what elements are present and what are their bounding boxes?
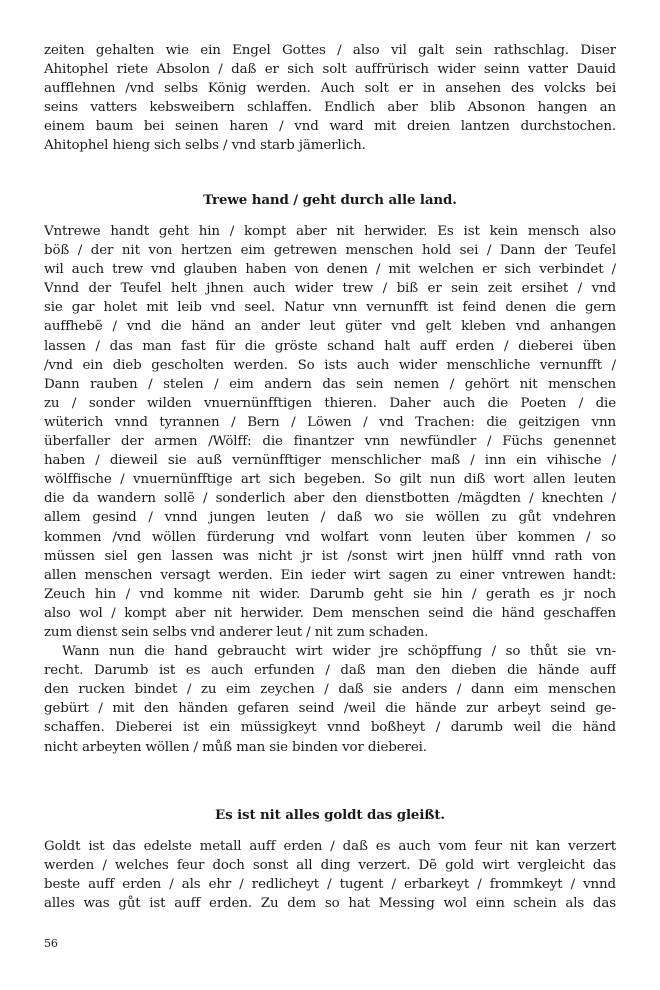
text-line: kommen /vnd wöllen fürderung vnd wolfart vonn leuten über kommen / so	[44, 529, 616, 545]
text-line: den rucken bindet / zu eim zeychen / daß sie anders / dann eim menschen	[44, 682, 616, 698]
text-line: zum dienst sein selbs vnd anderer leut / nit zum schaden.	[44, 624, 429, 640]
text-line: gebürt / mit den händen gefaren seind /weil die hände zur arbeyt seind ge-	[44, 701, 616, 717]
text-line: überfaller der armen /Wölff: die finantzer vnn newfündler / Füchs genennet	[44, 434, 616, 450]
text-line: auffhebẽ / vnd die händ an ander leut güter vnd gelt kleben vnd anhangen	[44, 319, 616, 335]
text-line: /vnd ein dieb gescholten werden. So ists auch wider menschliche vernunfft /	[44, 357, 616, 373]
text-line: Vnnd der Teufel helt jhnen auch wider trew / biß er sein zeit ersihet / vnd	[44, 281, 616, 297]
text-line: Ahitophel hieng sich selbs / vnd starb jämerlich.	[44, 138, 366, 154]
text-line: wil auch trew vnd glauben haben von denen / mit welchen er sich verbindet /	[44, 262, 616, 278]
text-line: werden / welches feur doch sonst all ding verzert. Dẽ gold wirt vergleicht das	[44, 858, 616, 874]
text-line: haben / dieweil sie auß vernünfftiger menschlicher maß / inn ein vihische /	[44, 453, 616, 469]
text-line: schaffen. Dieberei ist ein müssigkeyt vnnd boßheyt / darumb weil die händ	[44, 720, 616, 736]
text-line: Ahitophel riete Absolon / daß er sich solt auffrürisch wider seinn vatter Dauid	[44, 62, 616, 78]
text-line: zeiten gehalten wie ein Engel Gottes / also vil galt sein rathschlag. Diser	[44, 43, 616, 58]
text-line: Goldt ist das edelste metall auff erden / daß es auch vom feur nit kan verzert	[44, 839, 616, 854]
text-line: lassen / das man fast für die gröste schand halt auff erden / dieberei üben	[44, 338, 616, 354]
text-line: Vntrewe handt geht hin / kompt aber nit herwider. Es ist kein mensch also	[44, 224, 616, 239]
text-line: einem baum bei seinen haren / vnd ward mit dreien lantzen durchstochen.	[44, 119, 616, 135]
text-line: wölffische / vnuernünfftige art sich begeben. So gilt nun diß wort allen leuten	[44, 472, 616, 488]
paragraph-vntrewe-handt	[44, 222, 616, 757]
text-line: aufflehnen /vnd selbs König werden. Auch solt er in ansehen des volcks bei	[44, 81, 616, 97]
page-number: 56	[44, 937, 58, 950]
text-line: nicht arbeyten wöllen / můß man sie binden vor dieberei.	[44, 739, 427, 755]
text-line: zu / sonder wilden vnuernünfftigen thieren. Daher auch die Poeten / die	[44, 395, 616, 411]
text-line: Wann nun die hand gebraucht wirt wider jre schöpffung / so thůt sie vn-	[62, 644, 616, 660]
text-line: müssen siel gen lassen was nicht jr ist /sonst wirt jnen hülff vnnd rath von	[44, 548, 616, 564]
paragraph-ahitophel	[44, 41, 616, 156]
text-line: alles was gůt ist auff erden. Zu dem so hat Messing wol einn schein als das	[44, 896, 616, 912]
section-heading-goldt: Es ist nit alles goldt das gleißt.	[215, 807, 445, 823]
text-line: allem gesind / vnnd jungen leuten / daß wo sie wöllen zu gůt vndehren	[44, 510, 616, 526]
text-line: sie gar holet mit leib vnd seel. Natur vnn vernunfft ist feind denen die gern	[44, 300, 616, 316]
text-line: die da wandern sollẽ / sonderlich aber den dienstbotten /mägdten / knechten /	[44, 491, 616, 507]
text-line: beste auff erden / als ehr / redlicheyt / tugent / erbarkeyt / frommkeyt / vnnd	[44, 877, 616, 893]
paragraph-goldt	[44, 837, 616, 913]
section-heading-trewe-hand: Trewe hand / geht durch alle land.	[203, 192, 457, 208]
text-line: recht. Darumb ist es auch erfunden / daß man den dieben die hände auff	[44, 663, 616, 679]
text-line: Dann rauben / stelen / eim andern das sein nemen / gehört nit menschen	[44, 376, 616, 392]
text-line: also wol / kompt aber nit herwider. Dem menschen seind die händ geschaffen	[44, 605, 616, 621]
text-line: seins vatters kebsweibern schlaffen. Endlich aber blib Absonon hangen an	[44, 100, 616, 116]
text-line: wüterich vnnd tyrannen / Bern / Löwen / vnd Trachen: die geitzigen vnn	[44, 414, 616, 430]
text-line: böß / der nit von hertzen eim getrewen menschen hold sei / Dann der Teufel	[44, 243, 616, 259]
text-line: allen menschen versagt werden. Ein ieder wirt sagen zu einer vntrewen handt:	[44, 567, 616, 583]
text-line: Zeuch hin / vnd komme nit wider. Darumb geht sie hin / gerath es jr noch	[44, 586, 616, 602]
